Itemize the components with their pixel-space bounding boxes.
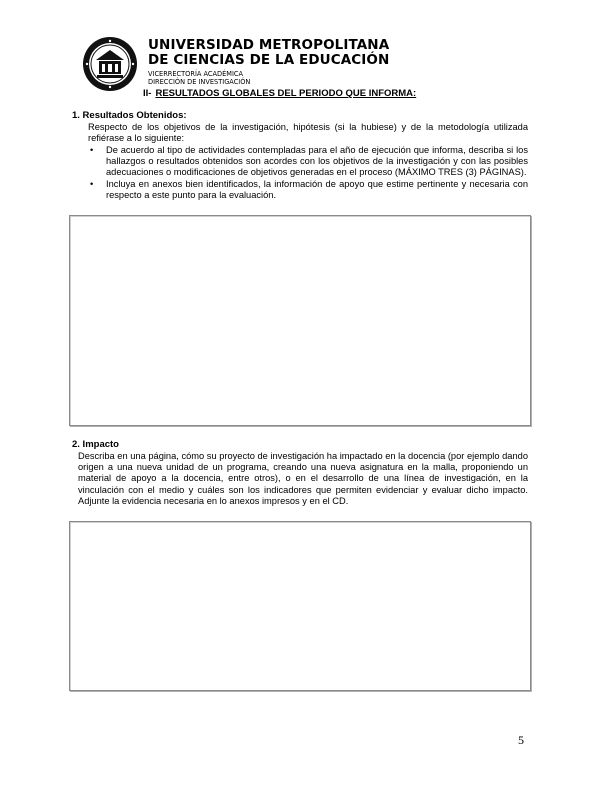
impact-answer-box[interactable]	[69, 521, 531, 691]
item1-heading: 1. Resultados Obtenidos:	[72, 110, 187, 121]
department-line1: VICERRECTORÍA ACADÉMICA	[148, 70, 244, 78]
university-name-line1: UNIVERSIDAD METROPOLITANA	[148, 37, 390, 53]
section-number: II-	[143, 88, 152, 99]
university-seal-icon	[82, 36, 138, 92]
list-item	[88, 145, 528, 179]
item2-text: Describa en una página, cómo su proyecto de investigación ha impactado en la docencia (por ejemplo dando origen a una nueva unidad de un programa, creando una nueva asignatura en la malla, proponiendo un material de apoyo a la docencia, entre otros), o en el desarrollo de una línea de investigación, en la vinculación con el medio y cuáles son los indicadores que permiten evidenciar y evaluar dicho impacto. Adjunte la evidencia necesaria en lo anexos impresos y en el CD.	[78, 451, 528, 506]
page-number: 5	[518, 733, 524, 747]
results-answer-box[interactable]	[69, 215, 531, 426]
department-line2: DIRECCIÓN DE INVESTIGACIÓN	[148, 78, 251, 86]
letterhead	[82, 36, 462, 90]
item1-intro: Respecto de los objetivos de la investigación, hipótesis (si la hubiese) y de la metodología utilizada refiérase a lo siguiente:	[88, 122, 528, 144]
item1-bullet-list	[88, 145, 528, 201]
university-name-line2: DE CIENCIAS DE LA EDUCACIÓN	[148, 52, 390, 68]
list-item	[88, 179, 528, 201]
bullet-text: Incluya en anexos bien identificados, la información de apoyo que estime pertinente y necesaria con respecto a este punto para la evaluación.	[106, 178, 528, 200]
department-name	[148, 70, 250, 86]
section-title-text: RESULTADOS GLOBALES DEL PERIODO QUE INFORMA:	[155, 88, 417, 99]
university-name	[148, 38, 389, 68]
item2-heading: 2. Impacto	[72, 439, 119, 450]
bullet-icon: •	[90, 178, 94, 189]
bullet-icon: •	[90, 145, 94, 155]
bullet-text: De acuerdo al tipo de actividades contempladas para el año de ejecución que informa, describa si los hallazgos o resultados obtenidos son acordes con los objetivos de la investigación y con las posibles adecuaciones o modificaciones de objetivos generadas en el proceso (MÁXIMO TRES (3) PÁGINAS).	[106, 145, 528, 178]
section-title	[143, 88, 416, 99]
